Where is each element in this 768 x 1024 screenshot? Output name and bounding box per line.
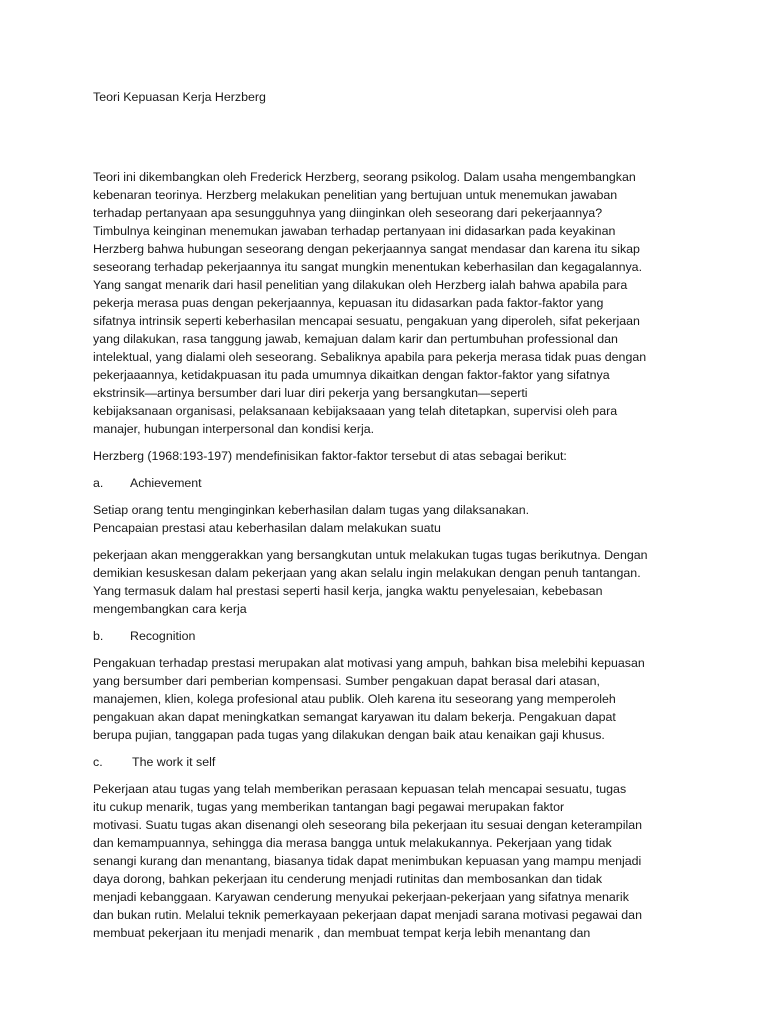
section-heading-achievement (93, 474, 673, 492)
text-line: Yang sangat menarik dari hasil penelitian yang dilakukan oleh Herzberg ialah bahwa apabila para (93, 278, 628, 292)
text-line: intelektual, yang dialami oleh seseorang. Sebaliknya apabila para pekerja merasa tidak puas dengan (93, 350, 647, 364)
section-label: Achievement (130, 476, 202, 490)
text-line: pekerjaaannya, ketidakpuasan itu pada umumnya dikaitkan dengan faktor-faktor yang sifatnya (93, 368, 610, 382)
text-line: senangi kurang dan menantang, biasanya tidak dapat menimbukan kepuasan yang mampu menjadi (93, 854, 642, 868)
text-line: berupa pujian, tanggapan pada tugas yang dilakukan dengan baik atau kenaikan gaji khusus. (93, 728, 605, 742)
text-line: Pekerjaan atau tugas yang telah memberikan perasaan kepuasan telah mencapai sesuatu, tugas (93, 782, 627, 796)
section-heading-recognition (93, 627, 673, 645)
text-line: pekerja merasa puas dengan pekerjaannya, kepuasan itu didasarkan pada faktor-faktor yang (93, 296, 604, 310)
text-line: Herzberg (1968:193-197) mendefinisikan faktor-faktor tersebut di atas sebagai berikut: (93, 449, 567, 463)
text-line: Yang termasuk dalam hal prestasi seperti hasil kerja, jangka waktu penyelesaian, kebebasan (93, 584, 603, 598)
text-line: dan kemampuannya, sehingga dia merasa bangga untuk melakukannya. Pekerjaan yang tidak (93, 836, 612, 850)
list-marker: a. (93, 476, 104, 490)
text-line: pengakuan akan dapat meningkatkan semangat karyawan itu dalam bekerja. Pengakuan dapat (93, 710, 616, 724)
text-line: membuat pekerjaan itu menjadi menarik , dan membuat tempat kerja lebih menantang dan (93, 926, 591, 940)
list-marker: b. (93, 629, 104, 643)
text-line: Herzberg bahwa hubungan seseorang dengan pekerjaannya sangat mendasar dan karena itu sikap (93, 242, 640, 256)
text-line: Pengakuan terhadap prestasi merupakan alat motivasi yang ampuh, bahkan bisa melebihi kepuasan (93, 656, 645, 670)
text-line: yang dilakukan, rasa tanggung jawab, kemajuan dalam karir dan pertumbuhan professional dan (93, 332, 618, 346)
intro-paragraph (93, 168, 673, 438)
text-line: daya dorong, bahkan pekerjaan itu cenderung menjadi rutinitas dan membosankan dan tidak (93, 872, 603, 886)
section-label: Recognition (130, 629, 196, 643)
text-line: Pencapaian prestasi atau keberhasilan dalam melakukan suatu (93, 521, 441, 535)
text-line: Teori ini dikembangkan oleh Frederick Herzberg, seorang psikolog. Dalam usaha mengembangkan (93, 170, 636, 184)
recognition-paragraph (93, 654, 673, 744)
text-line: Timbulnya keinginan menemukan jawaban terhadap pertanyaan ini didasarkan pada keyakinan (93, 224, 616, 238)
section-label: The work it self (132, 755, 216, 769)
document-title: Teori Kepuasan Kerja Herzberg (93, 90, 266, 104)
text-line: demikian kesuskesan dalam pekerjaan yang akan selalu ingin melakukan dengan penuh tantangan. (93, 566, 641, 580)
text-line: Setiap orang tentu menginginkan keberhasilan dalam tugas yang dilaksanakan. (93, 503, 530, 517)
section-heading-work-itself (93, 753, 673, 771)
text-line: sifatnya intrinsik seperti keberhasilan mencapai sesuatu, pengakuan yang diperoleh, sifat pekerjaan (93, 314, 640, 328)
text-line: menjadi kebanggaan. Karyawan cenderung menyukai pekerjaan-pekerjaan yang sifatnya menarik (93, 890, 629, 904)
text-line: yang bersumber dari pemberian kompensasi. Sumber pengakuan dapat berasal dari atasan, (93, 674, 600, 688)
text-line: motivasi. Suatu tugas akan disenangi oleh seseorang bila pekerjaan itu sesuai dengan keterampilan (93, 818, 642, 832)
document-body (93, 168, 673, 942)
list-marker: c. (93, 755, 103, 769)
text-line: kebijaksanaan organisasi, pelaksanaan kebijaksaaan yang telah ditetapkan, supervisi oleh para (93, 404, 618, 418)
text-line: ekstrinsik—artinya bersumber dari luar diri pekerja yang bersangkutan—seperti (93, 386, 528, 400)
text-line: pekerjaan akan menggerakkan yang bersangkutan untuk melakukan tugas tugas berikutnya. Dengan (93, 548, 648, 562)
text-line: kebenaran teorinya. Herzberg melakukan penelitian yang bertujuan untuk menemukan jawaban (93, 188, 618, 202)
text-line: dan bukan rutin. Melalui teknik pemerkayaan pekerjaan dapat menjadi sarana motivasi pegawai dan (93, 908, 642, 922)
work-itself-paragraph (93, 780, 673, 942)
text-line: mengembangkan cara kerja (93, 602, 247, 616)
text-line: manajer, hubungan interpersonal dan kondisi kerja. (93, 422, 375, 436)
text-line: seseorang terhadap pekerjaannya itu sangat mungkin menentukan keberhasilan dan kegagalannya. (93, 260, 643, 274)
text-line: itu cukup menarik, tugas yang memberikan tantangan bagi pegawai merupakan faktor (93, 800, 565, 814)
achievement-paragraph-2 (93, 546, 673, 618)
achievement-paragraph-1 (93, 501, 673, 537)
definition-intro (93, 447, 673, 465)
text-line: terhadap pertanyaan apa sesungguhnya yang diinginkan oleh seseorang dari pekerjaannya? (93, 206, 603, 220)
text-line: manajemen, klien, kolega profesional atau publik. Oleh karena itu seseorang yang memperoleh (93, 692, 616, 706)
